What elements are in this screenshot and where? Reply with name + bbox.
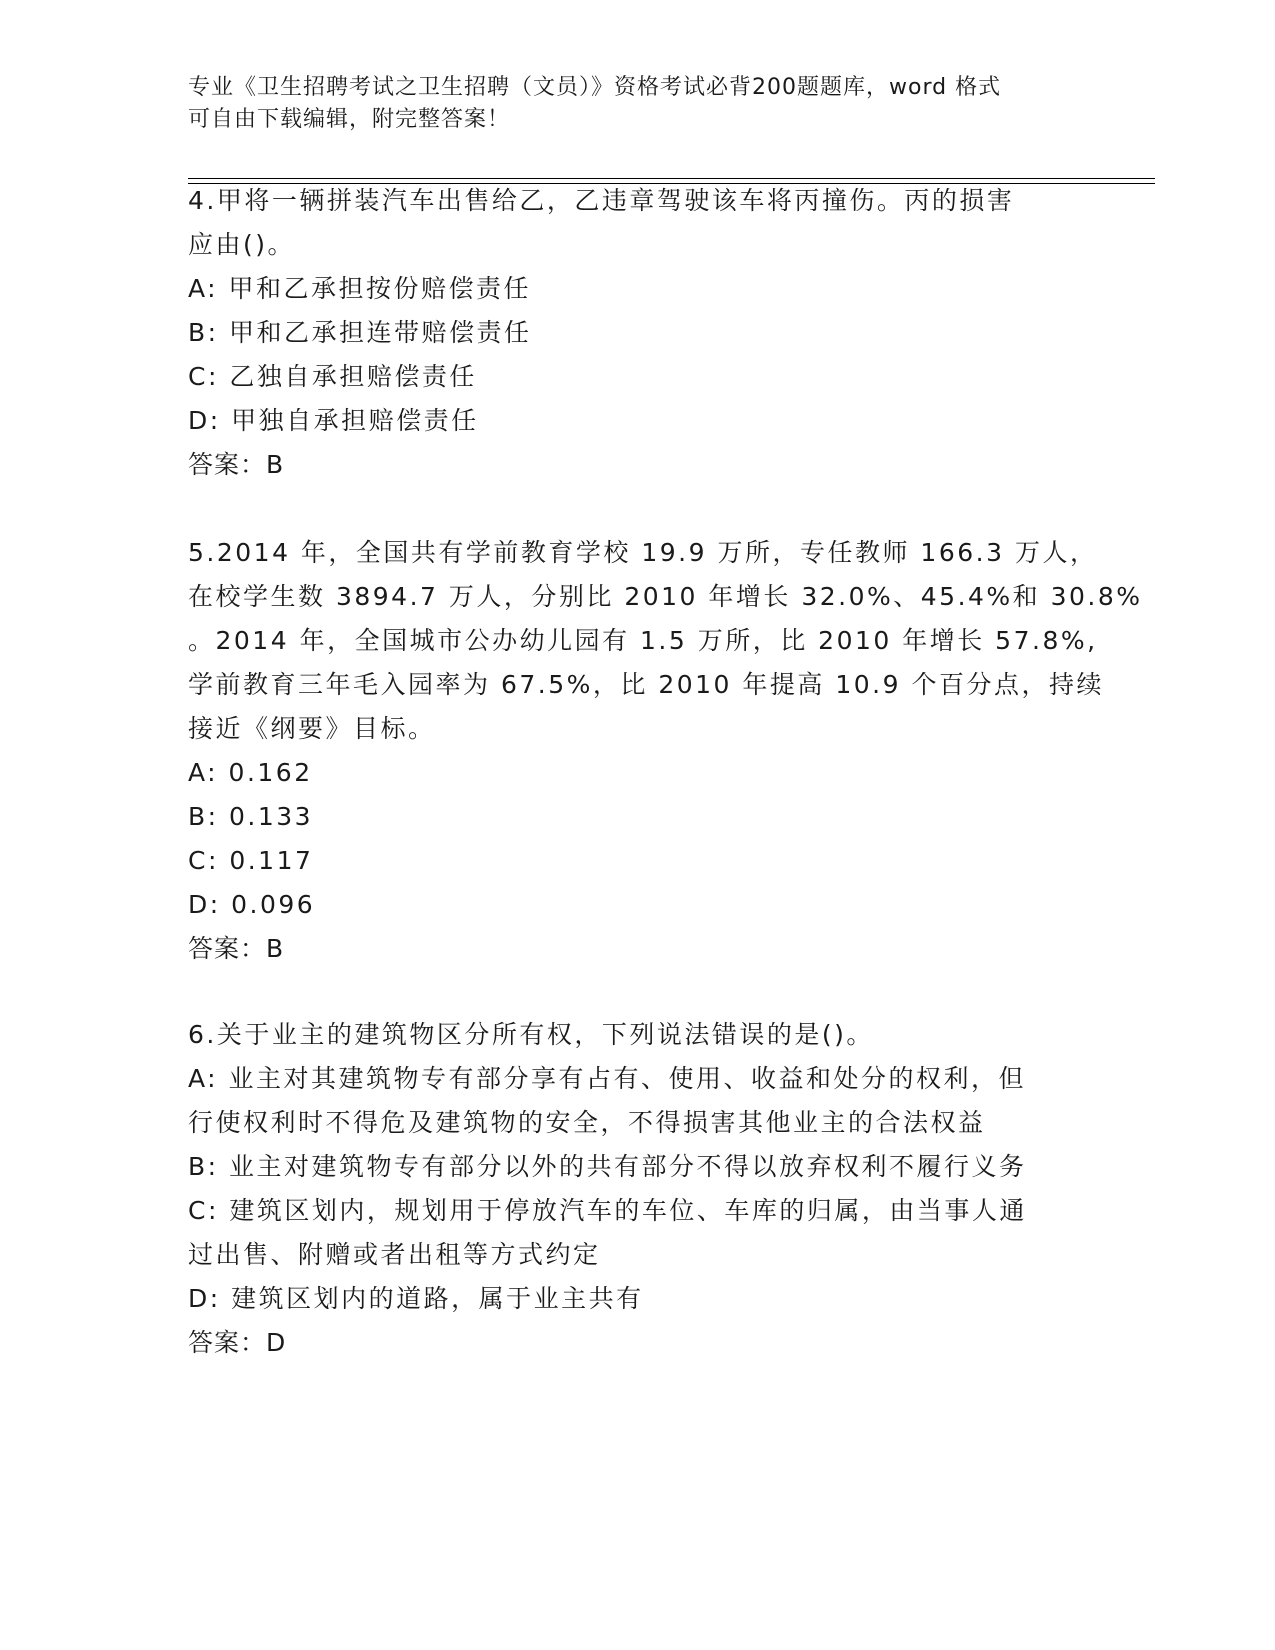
question-4-option-b: B: 甲和乙承担连带赔偿责任 bbox=[188, 318, 532, 347]
question-5-stem-line-3: 。2014 年，全国城市公办幼儿园有 1.5 万所，比 2010 年增长 57.8%, bbox=[188, 626, 1098, 655]
question-5-option-b: B: 0.133 bbox=[188, 802, 314, 831]
question-5-stem-line-1: 5.2014 年，全国共有学前教育学校 19.9 万所，专任教师 166.3 万人， bbox=[188, 538, 1098, 567]
document-header bbox=[188, 72, 1068, 136]
header-rule-top bbox=[188, 178, 1155, 179]
question-5-option-d: D: 0.096 bbox=[188, 890, 316, 919]
question-6-option-d: D: 建筑区划内的道路，属于业主共有 bbox=[188, 1284, 644, 1313]
question-6-answer: 答案：D bbox=[188, 1328, 287, 1357]
question-4-option-d: D: 甲独自承担赔偿责任 bbox=[188, 406, 479, 435]
question-6-option-b: B: 业主对建筑物专有部分以外的共有部分不得以放弃权利不履行义务 bbox=[188, 1152, 1027, 1181]
question-6-stem-line-1: 6.关于业主的建筑物区分所有权，下列说法错误的是()。 bbox=[188, 1020, 874, 1049]
question-5-stem-line-4: 学前教育三年毛入园率为 67.5%，比 2010 年提高 10.9 个百分点，持续 bbox=[188, 670, 1104, 699]
question-6-option-a-line-2: 行使权利时不得危及建筑物的安全，不得损害其他业主的合法权益 bbox=[188, 1108, 986, 1137]
header-line-1: 专业《卫生招聘考试之卫生招聘（文员）》资格考试必背200题题库，word 格式 bbox=[188, 75, 1002, 100]
question-5-option-c: C: 0.117 bbox=[188, 846, 314, 875]
question-5-stem-line-5: 接近《纲要》目标。 bbox=[188, 714, 436, 743]
question-5-answer: 答案：B bbox=[188, 934, 285, 963]
question-4-stem-line-1: 4.甲将一辆拼装汽车出售给乙，乙违章驾驶该车将丙撞伤。丙的损害 bbox=[188, 186, 1015, 215]
question-6-option-c-line-2: 过出售、附赠或者出租等方式约定 bbox=[188, 1240, 601, 1269]
question-6-option-a-line-1: A: 业主对其建筑物专有部分享有占有、使用、收益和处分的权利，但 bbox=[188, 1064, 1027, 1093]
question-4-stem-line-2: 应由()。 bbox=[188, 230, 296, 259]
question-5-option-a: A: 0.162 bbox=[188, 758, 313, 787]
header-line-2: 可自由下载编辑，附完整答案！ bbox=[188, 107, 511, 132]
question-6-option-c-line-1: C: 建筑区划内，规划用于停放汽车的车位、车库的归属，由当事人通 bbox=[188, 1196, 1027, 1225]
question-4-option-a: A: 甲和乙承担按份赔偿责任 bbox=[188, 274, 532, 303]
question-4-option-c: C: 乙独自承担赔偿责任 bbox=[188, 362, 477, 391]
question-5-stem-line-2: 在校学生数 3894.7 万人，分别比 2010 年增长 32.0%、45.4%和 30.8% bbox=[188, 582, 1143, 611]
question-4-answer: 答案：B bbox=[188, 450, 285, 479]
